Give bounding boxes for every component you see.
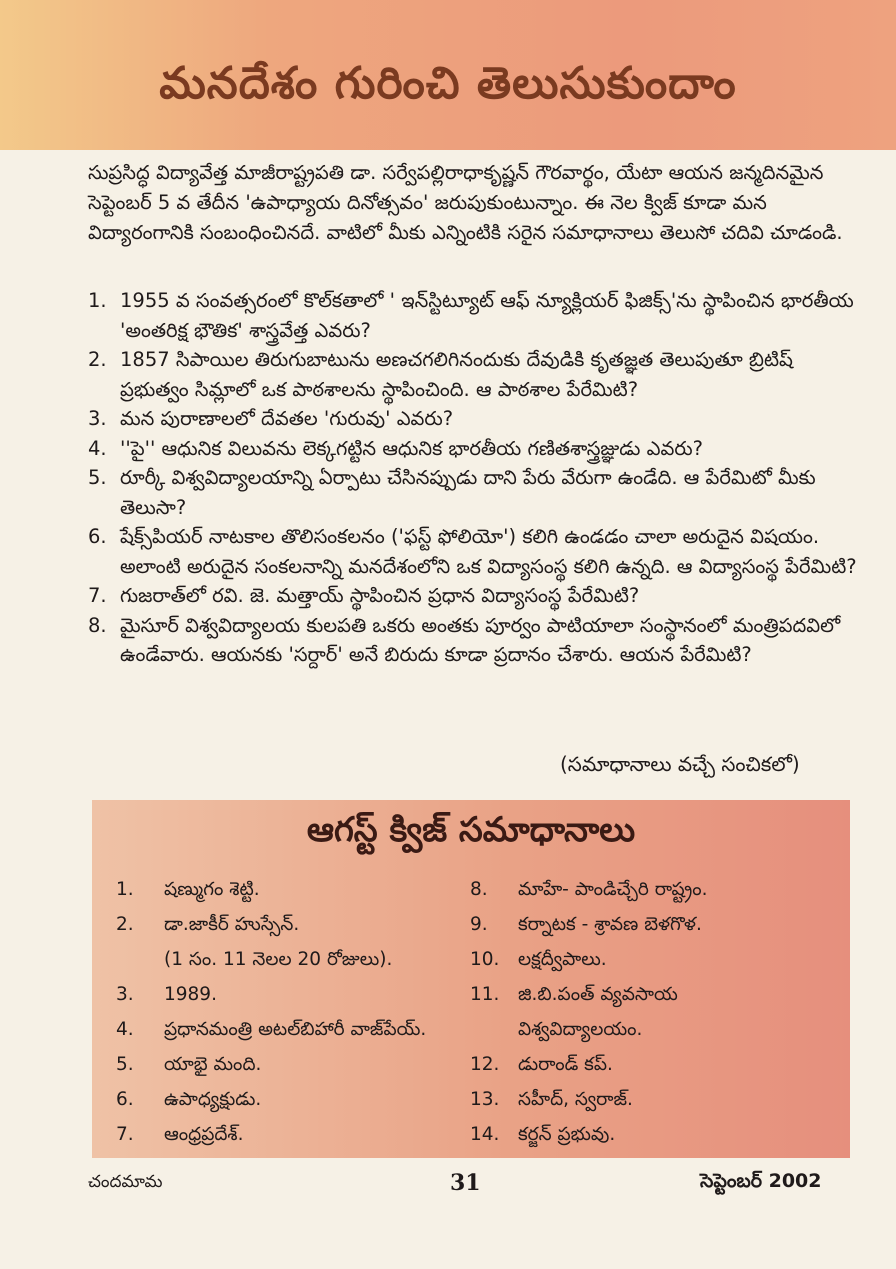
question-text: మన పురాణాలలో దేవతల 'గురువు' ఎవరు? [120, 407, 454, 430]
answer-text: ఉపాధ్యక్షుడు. [164, 1089, 262, 1110]
answers-right-column [470, 872, 830, 1152]
answer-text: ప్రధానమంత్రి అటల్‌బిహారీ వాజ్‌పేయ్. [164, 1019, 427, 1040]
question-item [88, 404, 858, 434]
answer-item [470, 977, 830, 1012]
answer-item [470, 1082, 830, 1117]
answer-number: 14. [470, 1124, 500, 1145]
answer-number: 8. [470, 879, 488, 900]
answer-item [116, 872, 486, 907]
magazine-name: చందమామ [88, 1172, 163, 1192]
answer-number: 1. [116, 879, 134, 900]
answer-text: కర్జన్ ప్రభువు. [518, 1124, 616, 1145]
question-item [88, 286, 858, 345]
question-number: 3. [88, 407, 107, 430]
question-list [88, 286, 858, 670]
answer-text: విశ్వవిద్యాలయం. [518, 1019, 643, 1040]
answer-number: 4. [116, 1019, 134, 1040]
answer-item [470, 1047, 830, 1082]
answer-text: ఆంధ్రప్రదేశ్. [164, 1124, 244, 1145]
answer-number: 11. [470, 984, 500, 1005]
issue-date: సెప్టెంబర్ 2002 [700, 1170, 822, 1192]
answer-item [116, 1012, 486, 1047]
question-text: ''పై'' ఆధునిక విలువను లెక్కగట్టిన ఆధునిక భారతీయ గణితశాస్త్రజ్ఞుడు ఎవరు? [120, 436, 704, 460]
answer-text: 1989. [164, 984, 217, 1005]
page-title: మనదేశం గురించి తెలుసుకుందాం [159, 58, 737, 109]
question-text: గుజరాత్‌లో రవి. జె. మత్తాయ్ స్థాపించిన ప్రధాన విద్యాసంస్థ పేరేమిటి? [120, 584, 640, 607]
answer-text: (1 సం. 11 నెలల 20 రోజులు). [164, 949, 393, 970]
answer-text: షణ్ముగం శెట్టి. [164, 879, 260, 900]
question-number: 8. [88, 613, 107, 637]
answer-item [470, 942, 830, 977]
question-number: 6. [88, 525, 107, 548]
question-number: 4. [88, 436, 107, 460]
question-number: 5. [88, 466, 107, 489]
question-item [88, 463, 858, 522]
answer-text: సహీద్, స్వరాజ్. [518, 1089, 633, 1110]
answer-number: 12. [470, 1054, 500, 1075]
answer-number: 7. [116, 1124, 134, 1145]
question-number: 2. [88, 348, 107, 371]
answer-item [470, 907, 830, 942]
answers-left-column [116, 872, 486, 1152]
answer-number: 5. [116, 1054, 134, 1075]
question-item [88, 345, 858, 404]
question-item [88, 434, 858, 464]
answer-number: 2. [116, 914, 134, 935]
question-item [88, 581, 858, 611]
question-text: 1857 సిపాయిల తిరుగుబాటును అణచగలిగినందుకు దేవుడికి కృతజ్ఞత తెలుపుతూ బ్రిటిష్ ప్రభుత్వం సిమ్లాలో ఒక పాఠశాలను స్థాపించింది. ఆ పాఠశాల పేరేమిటి? [120, 348, 793, 401]
answer-text: యాభై మంది. [164, 1054, 262, 1075]
page-number: 31 [450, 1170, 481, 1196]
question-text: మైసూర్ విశ్వవిద్యాలయ కులపతి ఒకరు అంతకు పూర్వం పాటియాలా సంస్థానంలో మంత్రిపదవిలో ఉండేవారు. ఆయనకు 'సర్దార్' అనే బిరుదు కూడా ప్రదానం చేశారు. ఆయన పేరేమిటి? [120, 613, 841, 666]
answer-text: డురాండ్ కప్. [518, 1054, 613, 1075]
answer-number: 13. [470, 1089, 500, 1110]
answer-item [116, 1082, 486, 1117]
answer-number: 3. [116, 984, 134, 1005]
answer-item [470, 1012, 830, 1047]
question-number: 1. [88, 289, 107, 312]
answer-text: లక్షద్వీపాలు. [518, 949, 607, 970]
question-item [88, 611, 858, 670]
answer-text: కర్నాటక - శ్రావణ బెళగొళ. [518, 914, 702, 935]
answers-box [92, 800, 850, 1158]
answer-text: డా.జాకీర్ హుస్సేన్. [164, 914, 300, 935]
question-text: 1955 వ సంవత్సరంలో కొల్‌కతాలో ' ఇన్‌స్టిట్యూట్ ఆఫ్ న్యూక్లియర్ ఫిజిక్స్'ను స్థాపించిన భారతీయ 'అంతరిక్ష భౌతిక' శాస్త్రవేత్త ఎవరు? [120, 289, 854, 342]
answer-item [470, 1117, 830, 1152]
header-banner [0, 0, 896, 150]
answer-text: జి.బి.పంత్ వ్యవసాయ [518, 984, 678, 1005]
answers-box-title: ఆగస్ట్ క్విజ్ సమాధానాలు [306, 810, 636, 850]
answer-item [116, 977, 486, 1012]
answer-text: మాహే- పాండిచ్చేరి రాష్ట్రం. [518, 879, 708, 900]
answer-number: 10. [470, 949, 500, 970]
answer-number: 6. [116, 1089, 134, 1110]
answer-item [470, 872, 830, 907]
question-item [88, 522, 858, 581]
question-text: రూర్కీ విశ్వవిద్యాలయాన్ని ఏర్పాటు చేసినప్పుడు దాని పేరు వేరుగా ఉండేది. ఆ పేరేమిటో మీకు తెలుసా? [120, 466, 816, 519]
question-number: 7. [88, 584, 107, 607]
answer-number: 9. [470, 914, 488, 935]
answer-item [116, 942, 486, 977]
answers-next-issue-note: (సమాధానాలు వచ్చే సంచికలో) [560, 752, 800, 776]
answer-item [116, 1117, 486, 1152]
answer-item [116, 1047, 486, 1082]
intro-paragraph: సుప్రసిద్ధ విద్యావేత్త మాజీరాష్ట్రపతి డా. సర్వేపల్లిరాధాకృష్ణన్ గౌరవార్థం, యేటా ఆయన జన్మదినమైన సెప్టెంబర్ 5 వ తేదీన 'ఉపాధ్యాయ దినోత్సవం' జరుపుకుంటున్నాం. ఈ నెల క్విజ్ కూడా మన విద్యారంగానికి సంబంధించినదే. వాటిలో మీకు ఎన్నింటికి సరైన సమాధానాలు తెలుసో చదివి చూడండి. [88, 161, 843, 244]
answer-item [116, 907, 486, 942]
question-text: షేక్స్‌పియర్ నాటకాల తొలిసంకలనం ('ఫస్ట్ ఫోలియో') కలిగి ఉండడం చాలా అరుదైన విషయం. అలాంటి అరుదైన సంకలనాన్ని మనదేశంలోని ఒక విద్యాసంస్థ కలిగి ఉన్నది. ఆ విద్యాసంస్థ పేరేమిటి? [120, 525, 857, 578]
